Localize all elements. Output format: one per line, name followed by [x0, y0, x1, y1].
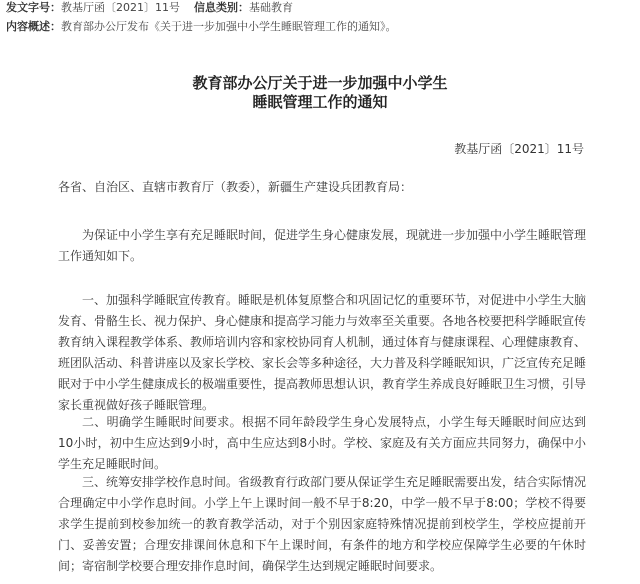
doc-number-label: 发文字号： — [6, 1, 61, 14]
summary-value: 教育部办公厅发布《关于进一步加强中小学生睡眠管理工作的通知》。 — [61, 20, 397, 33]
page-title-line-2: 睡眠管理工作的通知 — [252, 93, 388, 111]
paragraph-section-3: 三、统筹安排学校作息时间。省级教育行政部门要从保证学生充足睡眠需要出发，结合实际情况合理确定中小学作息时间。小学上午上课时间一般不早于8:20，中学一般不早于8:00；学校不得要求学生提前到校参加统一的教育教学活动，对于个别因家庭特殊情况提前到校学生，学校应提前开门、妥善安置；合理安排课间休息和下午上课时间，有条件的地方和学校应保障学生必要的午休时间；寄宿制学校要合理安排作息时间，确保学生达到规定睡眠时间要求。 — [58, 475, 587, 573]
summary-label: 内容概述： — [6, 20, 61, 33]
paragraph-section-2: 二、明确学生睡眠时间要求。根据不同年龄段学生身心发展特点，小学生每天睡眠时间应达到10小时，初中生应达到9小时，高中生应达到8小时。学校、家庭及有关方面应共同努力，确保中小学生充足睡眠时间。 — [58, 415, 586, 471]
document-number: 教基厅函〔2021〕11号 — [454, 142, 584, 156]
category-label: 信息类别： — [194, 1, 249, 14]
recipients: 各省、自治区、直辖市教育厅（教委），新疆生产建设兵团教育局： — [58, 180, 413, 194]
paragraph-section-1: 一、加强科学睡眠宣传教育。睡眠是机体复原整合和巩固记忆的重要环节，对促进中小学生大脑发育、骨骼生长、视力保护、身心健康和提高学习能力与效率至关重要。各地各校要把科学睡眠宣传教育纳入课程教学体系、教师培训内容和家校协同育人机制，通过体育与健康课程、心理健康教育、班团队活动、科普讲座以及家长学校、家长会等多种途径，大力普及科学睡眠知识，广泛宣传充足睡眠对于中小学生健康成长的极端重要性，提高教师思想认识，教育学生养成良好睡眠卫生习惯，引导家长重视做好孩子睡眠管理。 — [58, 293, 587, 412]
meta-row-doc-info — [6, 1, 293, 15]
category-value: 基础教育 — [249, 1, 293, 14]
doc-number-value: 教基厅函〔2021〕11号 — [61, 1, 180, 14]
paragraph-intro: 为保证中小学生享有充足睡眠时间，促进学生身心健康发展，现就进一步加强中小学生睡眠管理工作通知如下。 — [58, 228, 587, 263]
meta-row-summary — [6, 20, 397, 34]
page-title-line-1: 教育部办公厅关于进一步加强中小学生 — [192, 74, 448, 92]
